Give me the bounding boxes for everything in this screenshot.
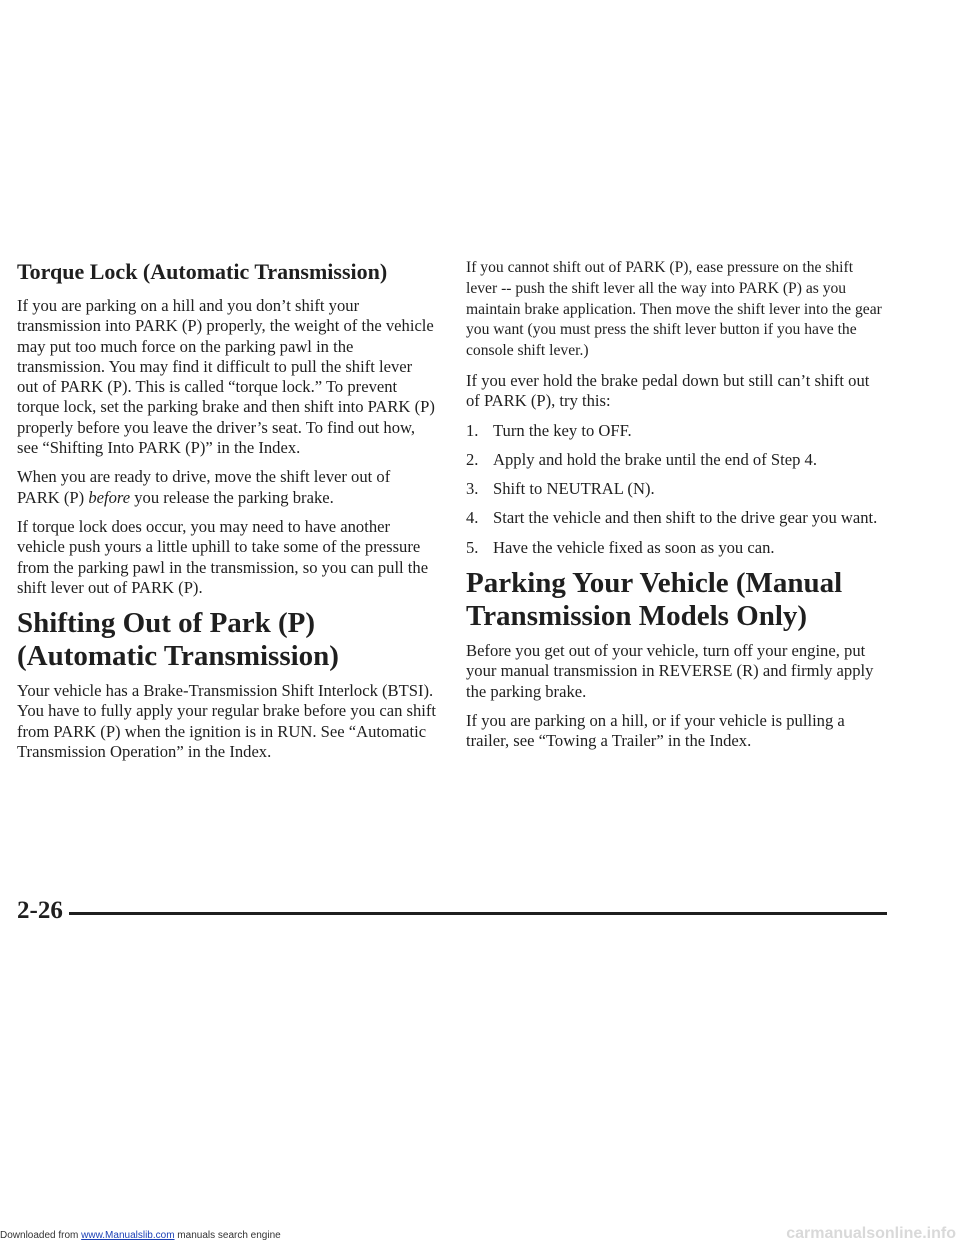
download-prefix: Downloaded from xyxy=(0,1230,82,1241)
step-text: Shift to NEUTRAL (N). xyxy=(493,479,655,499)
list-item xyxy=(466,479,886,499)
watermark-text: carmanualsonline.info xyxy=(786,1225,956,1242)
footer-rule xyxy=(69,912,887,915)
heading-line-2: Transmission Models Only) xyxy=(466,600,808,633)
step-number: 2. xyxy=(466,449,479,469)
list-item xyxy=(466,538,886,558)
shifting-out-paragraph: Your vehicle has a Brake-Transmission Shift Interlock (BTSI). You have to fully apply your regular brake before you can shift from PARK (P) when the ignition is in RUN. See “Automatic Transmission Operation” in the Index. xyxy=(17,681,437,762)
download-suffix: manuals search engine xyxy=(174,1230,281,1241)
parking-manual-paragraph-2: If you are parking on a hill, or if your vehicle is pulling a trailer, see “Towing a Trailer” in the Index. xyxy=(466,710,845,751)
step-text: Have the vehicle fixed as soon as you can. xyxy=(493,537,775,557)
left-column xyxy=(17,258,437,771)
manualslib-link[interactable]: www.Manualslib.com xyxy=(81,1230,175,1241)
step-number: 5. xyxy=(466,537,479,557)
download-notice xyxy=(0,1230,281,1242)
torque-lock-paragraph-1: If you are parking on a hill and you don’t shift your transmission into PARK (P) properly, the weight of the vehicle may put too much force on the parking pawl in the transmission. You may find it difficult to pull the shift lever out of PARK (P). This is called “torque lock.” To prevent torque lock, set the parking brake and then shift into PARK (P) properly before you leave the driver’s seat. To find out how, see “Shifting Into PARK (P)” in the Index. xyxy=(17,296,435,458)
parking-manual-heading xyxy=(466,567,886,633)
page-number: 2-26 xyxy=(17,897,63,924)
try-this-paragraph: If you ever hold the brake pedal down but still can’t shift out of PARK (P), try this: xyxy=(466,370,870,411)
heading-line-1: Shifting Out of Park (P) xyxy=(17,607,316,640)
heading-line-2: (Automatic Transmission) xyxy=(17,640,339,673)
torque-lock-paragraph-2 xyxy=(17,467,437,508)
heading-line-1: Parking Your Vehicle (Manual xyxy=(466,567,843,600)
cannot-shift-paragraph: If you cannot shift out of PARK (P), ease pressure on the shift lever -- push the shift lever all the way into PARK (P) as you maintain brake application. Then move the shift lever into the gear you want (you must press the shift lever button if you have the console shift lever.) xyxy=(466,259,882,360)
right-column xyxy=(466,258,886,761)
page-footer xyxy=(17,896,887,926)
step-text: Turn the key to OFF. xyxy=(493,420,632,440)
shifting-out-of-park-heading xyxy=(17,607,437,673)
steps-list xyxy=(466,421,886,558)
torque-lock-heading: Torque Lock (Automatic Transmission) xyxy=(17,259,388,284)
p2-text-after: you release the parking brake. xyxy=(130,487,334,507)
p2-emphasis: before xyxy=(88,487,131,507)
step-number: 4. xyxy=(466,508,479,528)
step-text: Apply and hold the brake until the end of Step 4. xyxy=(493,449,817,469)
p2-text-before: When you are ready to drive, move the shift lever out of PARK (P) xyxy=(17,467,391,507)
list-item xyxy=(466,508,886,528)
list-item xyxy=(466,450,886,470)
step-number: 3. xyxy=(466,479,479,499)
list-item xyxy=(466,421,886,441)
step-number: 1. xyxy=(466,420,479,440)
parking-manual-paragraph-1: Before you get out of your vehicle, turn off your engine, put your manual transmission in REVERSE (R) and firmly apply the parking brake. xyxy=(466,641,874,701)
step-text: Start the vehicle and then shift to the drive gear you want. xyxy=(493,508,878,528)
torque-lock-paragraph-3: If torque lock does occur, you may need to have another vehicle push yours a little uphill to take some of the pressure from the parking pawl in the transmission, so you can pull the shift lever out of PARK (P). xyxy=(17,516,429,597)
